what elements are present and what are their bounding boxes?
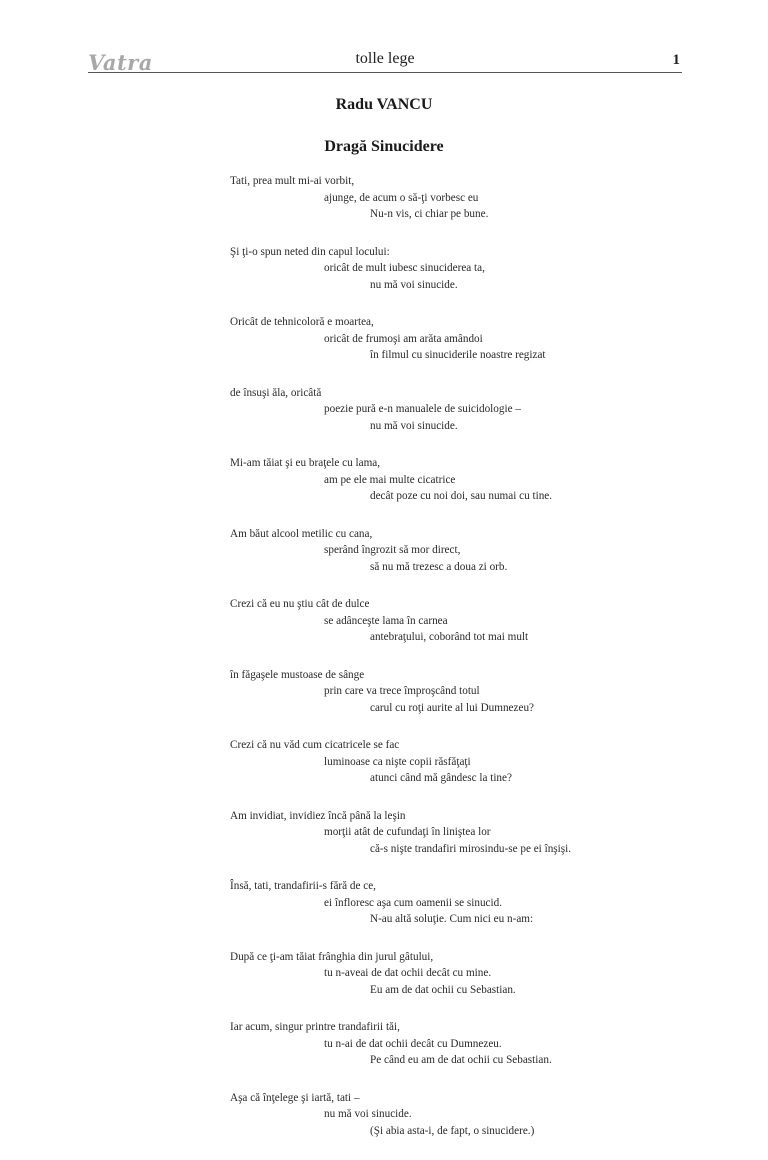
poem-line: prin care va trece împroşcând totul [324,685,480,697]
stanza [230,808,690,858]
poem-line: oricât de mult iubesc sinuciderea ta, [324,262,485,274]
stanza [230,878,690,928]
poem-line: Crezi că nu văd cum cicatricele se fac [230,739,400,751]
poem-line: Oricât de tehnicoloră e moartea, [230,316,374,328]
poem-line: morţii atât de cufundaţi în liniştea lor [324,826,491,838]
poem-line: să nu mă trezesc a doua zi orb. [370,560,508,573]
stanza [230,244,690,294]
poem-line: N-au altă soluţie. Cum nici eu n-am: [370,913,534,925]
poem-body [230,173,690,1160]
header-divider [88,72,682,73]
stanza [230,1019,690,1069]
poem-line: poezie pură e-n manualele de suicidologie – [324,403,521,415]
poem-line: Crezi că eu nu ştiu cât de dulce [230,598,370,610]
poem-line: ajunge, de acum o să-ţi vorbesc eu [324,191,479,204]
poem-line: am pe ele mai multe cicatrice [324,473,456,486]
poem-line: se adânceşte lama în carnea [324,614,448,627]
poem-line: oricât de frumoşi am arăta amândoi [324,332,483,345]
poem-title: Dragă Sinucidere [324,138,444,155]
poem-line: în făgaşele mustoase de sânge [230,668,365,681]
stanza [230,526,690,576]
stanza [230,173,690,223]
page-header [88,48,682,74]
poem-line: tu n-aveai de dat ochii decât cu mine. [324,967,492,979]
poem-line: antebraţului, coborând tot mai mult [370,631,529,643]
poem-line: Însă, tati, trandafirii-s fără de ce, [230,880,376,892]
poem-line: Iar acum, singur printre trandafirii tăi, [230,1021,400,1033]
stanza [230,737,690,787]
poem-line: nu mă voi sinucide. [370,419,458,432]
poem-line: Aşa că înţelege şi iartă, tati – [230,1091,360,1104]
poem-line: Mi-am tăiat şi eu braţele cu lama, [230,457,381,469]
poem-line: luminoase ca nişte copii răsfăţaţi [324,755,471,768]
page-number: 1 [672,52,680,68]
journal-brand: Vatra [88,50,153,75]
stanza [230,667,690,717]
poem-line: Nu-n vis, ci chiar pe bune. [370,208,489,220]
stanza [230,1090,690,1140]
poem-line: ei înfloresc aşa cum oamenii se sinucid. [324,896,503,909]
section-title: tolle lege [355,50,415,67]
poem-line: După ce ţi-am tăiat frânghia din jurul gâtului, [230,950,434,963]
poem-line: atunci când mă gândesc la tine? [370,772,512,784]
poem-line: carul cu roţi aurite al lui Dumnezeu? [370,701,535,714]
stanza [230,314,690,364]
poem-line: Am băut alcool metilic cu cana, [230,527,373,540]
poem-line: sperând îngrozit să mor direct, [324,544,461,556]
poem-line: în filmul cu sinuciderile noastre regizat [370,349,546,361]
stanza [230,596,690,646]
poem-line: tu n-ai de dat ochii decât cu Dumnezeu. [324,1037,502,1050]
author-name: Radu VANCU [335,96,433,113]
poem-line: Tati, prea mult mi-ai vorbit, [230,175,355,187]
poem-line: decât poze cu noi doi, sau numai cu tine. [370,490,553,502]
poem-line: Eu am de dat ochii cu Sebastian. [370,983,516,996]
poem-line: de însuşi ăla, oricâtă [230,386,322,399]
poem-line: nu mă voi sinucide. [324,1108,412,1120]
stanza [230,949,690,999]
poem-line: Am invidiat, invidiez încă până la leşin [230,809,406,822]
stanza [230,385,690,435]
poem-line: că-s nişte trandafiri mirosindu-se pe ei înşişi. [370,842,572,855]
poem-line: (Şi abia asta-i, de fapt, o sinucidere.) [370,1124,535,1137]
stanza [230,455,690,505]
poem-line: Pe când eu am de dat ochii cu Sebastian. [370,1054,552,1066]
poem-line: Şi ţi-o spun neted din capul locului: [230,245,390,258]
poem-line: nu mă voi sinucide. [370,278,458,291]
